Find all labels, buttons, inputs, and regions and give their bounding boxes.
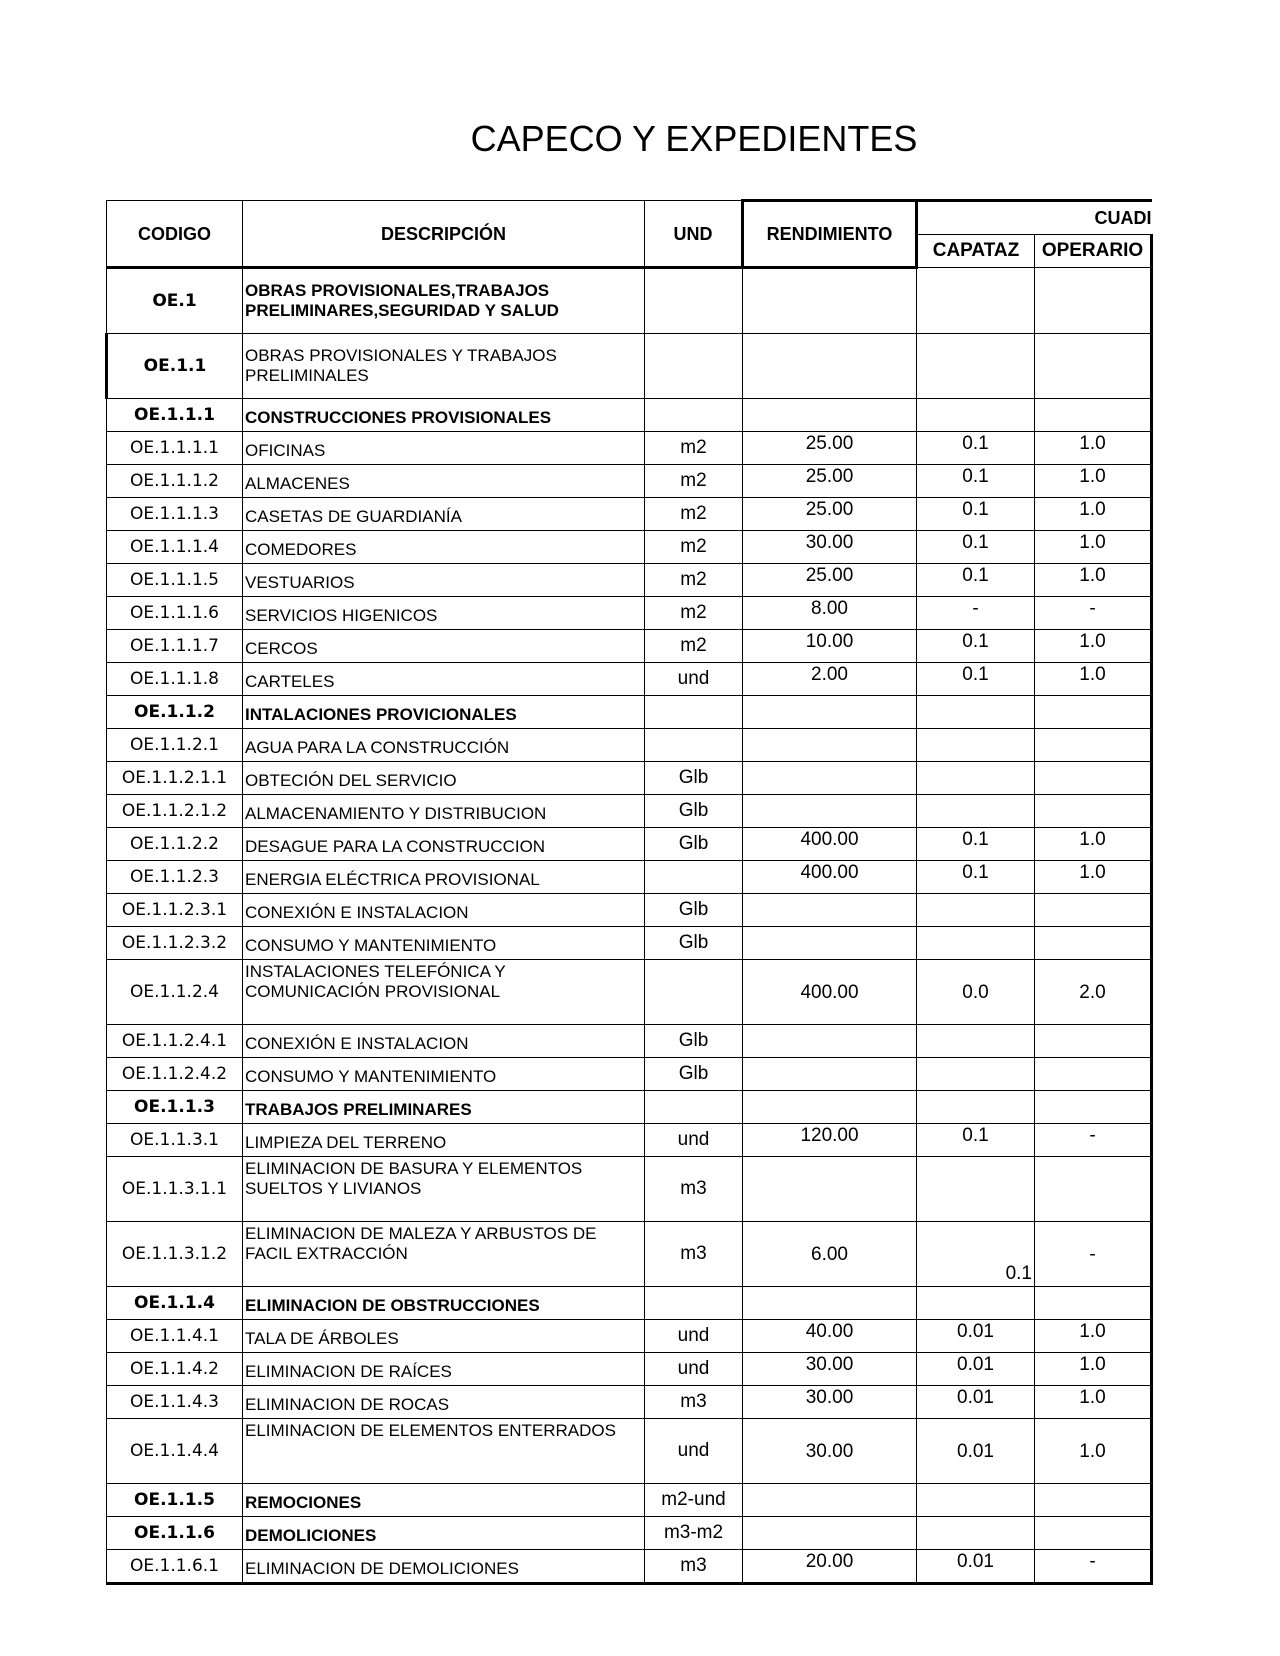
row-description: CONSTRUCCIONES PROVISIONALES (243, 399, 645, 432)
row-unit: Glb (645, 1058, 743, 1091)
row-rendimiento (743, 1058, 917, 1091)
row-unit: m2 (645, 564, 743, 597)
row-code: OE.1.1.2.4.2 (107, 1058, 243, 1091)
table-row (107, 1484, 1152, 1517)
row-capataz (917, 795, 1035, 828)
row-code: OE.1.1.1.7 (107, 630, 243, 663)
row-capataz (917, 894, 1035, 927)
row-operario (1035, 1058, 1152, 1091)
row-code: OE.1.1.6.1 (107, 1550, 243, 1584)
row-capataz-value: 0.1 (1005, 1263, 1032, 1284)
row-capataz: 0.01 (917, 1353, 1035, 1386)
row-operario (1035, 927, 1152, 960)
row-capataz (917, 1484, 1035, 1517)
row-operario (1035, 729, 1152, 762)
row-code: OE.1.1.3.1.2 (107, 1222, 243, 1287)
row-operario: 1.0 (1035, 1353, 1152, 1386)
row-rendimiento (743, 1517, 917, 1550)
row-capataz: 0.1 (917, 531, 1035, 564)
row-description: OBTECIÓN DEL SERVICIO (243, 762, 645, 795)
row-operario: 1.0 (1035, 531, 1152, 564)
row-rendimiento: 25.00 (743, 564, 917, 597)
row-rendimiento: 25.00 (743, 498, 917, 531)
row-code: OE.1.1.3.1.1 (107, 1157, 243, 1222)
row-unit (645, 268, 743, 334)
row-rendimiento: 25.00 (743, 465, 917, 498)
table-row (107, 663, 1152, 696)
row-rendimiento: 6.00 (743, 1222, 917, 1287)
header-descripcion: DESCRIPCIÓN (243, 201, 645, 268)
row-code: OE.1.1.1.3 (107, 498, 243, 531)
row-operario: 1.0 (1035, 663, 1152, 696)
row-code: OE.1.1.2.1.2 (107, 795, 243, 828)
table-row (107, 465, 1152, 498)
row-code: OE.1.1.1.2 (107, 465, 243, 498)
row-capataz: 0.0 (917, 960, 1035, 1025)
row-description: ALMACENES (243, 465, 645, 498)
row-code: OE.1.1.1.4 (107, 531, 243, 564)
row-code: OE.1.1.6 (107, 1517, 243, 1550)
row-description: CONSUMO Y MANTENIMIENTO (243, 1058, 645, 1091)
row-operario (1035, 1484, 1152, 1517)
table-row (107, 531, 1152, 564)
row-rendimiento (743, 334, 917, 399)
table-row (107, 1419, 1152, 1484)
row-capataz (917, 762, 1035, 795)
row-code: OE.1.1.2.3.2 (107, 927, 243, 960)
table-row (107, 1124, 1152, 1157)
table-row (107, 498, 1152, 531)
row-code: OE.1.1.1.5 (107, 564, 243, 597)
row-code: OE.1.1.2.2 (107, 828, 243, 861)
row-capataz (917, 1287, 1035, 1320)
row-description: ELIMINACION DE ELEMENTOS ENTERRADOS (243, 1419, 645, 1484)
row-operario: - (1035, 1550, 1152, 1584)
row-code: OE.1.1 (107, 334, 243, 399)
table-row (107, 597, 1152, 630)
row-unit: und (645, 1353, 743, 1386)
row-operario: 1.0 (1035, 1386, 1152, 1419)
row-capataz: 0.1 (917, 663, 1035, 696)
table-row (107, 334, 1152, 399)
row-operario: - (1035, 1222, 1152, 1287)
row-operario: 2.0 (1035, 960, 1152, 1025)
row-capataz (917, 399, 1035, 432)
header-codigo: CODIGO (107, 201, 243, 268)
row-description: ALMACENAMIENTO Y DISTRIBUCION (243, 795, 645, 828)
table-row (107, 927, 1152, 960)
row-rendimiento: 30.00 (743, 1353, 917, 1386)
row-rendimiento: 30.00 (743, 1386, 917, 1419)
row-operario: 1.0 (1035, 828, 1152, 861)
row-rendimiento (743, 762, 917, 795)
row-code: OE.1 (107, 268, 243, 334)
row-unit (645, 861, 743, 894)
row-rendimiento (743, 696, 917, 729)
row-rendimiento: 20.00 (743, 1550, 917, 1584)
row-capataz (917, 1025, 1035, 1058)
row-unit: m2 (645, 465, 743, 498)
row-operario (1035, 795, 1152, 828)
table-row (107, 1353, 1152, 1386)
row-operario (1035, 268, 1152, 334)
row-unit (645, 960, 743, 1025)
row-code: OE.1.1.1.6 (107, 597, 243, 630)
row-description: ELIMINACION DE RAÍCES (243, 1353, 645, 1386)
row-rendimiento (743, 1091, 917, 1124)
row-description: ELIMINACION DE ROCAS (243, 1386, 645, 1419)
row-operario (1035, 334, 1152, 399)
row-description: TRABAJOS PRELIMINARES (243, 1091, 645, 1124)
row-rendimiento: 40.00 (743, 1320, 917, 1353)
row-code: OE.1.1.2.3 (107, 861, 243, 894)
row-operario (1035, 1517, 1152, 1550)
table-row (107, 564, 1152, 597)
row-unit: Glb (645, 762, 743, 795)
row-capataz: 0.1 (917, 564, 1035, 597)
row-rendimiento: 2.00 (743, 663, 917, 696)
row-unit (645, 399, 743, 432)
table-row (107, 432, 1152, 465)
row-rendimiento (743, 1025, 917, 1058)
row-description: ELIMINACION DE OBSTRUCCIONES (243, 1287, 645, 1320)
table-row (107, 1157, 1152, 1222)
row-unit: m2 (645, 630, 743, 663)
table-row (107, 894, 1152, 927)
row-description: CERCOS (243, 630, 645, 663)
row-code: OE.1.1.1.8 (107, 663, 243, 696)
row-unit: m3-m2 (645, 1517, 743, 1550)
table-row (107, 729, 1152, 762)
row-capataz (917, 1058, 1035, 1091)
row-operario: 1.0 (1035, 432, 1152, 465)
row-capataz (917, 1517, 1035, 1550)
table-row (107, 399, 1152, 432)
row-operario: 1.0 (1035, 564, 1152, 597)
row-description: ELIMINACION DE DEMOLICIONES (243, 1550, 645, 1584)
row-capataz: 0.1 (917, 498, 1035, 531)
row-rendimiento (743, 1287, 917, 1320)
row-operario: 1.0 (1035, 630, 1152, 663)
row-code: OE.1.1.2 (107, 696, 243, 729)
row-unit: m2 (645, 597, 743, 630)
table-row (107, 795, 1152, 828)
row-rendimiento: 400.00 (743, 960, 917, 1025)
table-row (107, 861, 1152, 894)
row-description: TALA DE ÁRBOLES (243, 1320, 645, 1353)
header-operario: OPERARIO (1035, 235, 1152, 268)
row-description: AGUA PARA LA CONSTRUCCIÓN (243, 729, 645, 762)
row-description: ENERGIA ELÉCTRICA PROVISIONAL (243, 861, 645, 894)
table-row (107, 1222, 1152, 1287)
row-rendimiento: 400.00 (743, 861, 917, 894)
row-unit: m2-und (645, 1484, 743, 1517)
row-capataz: - (917, 597, 1035, 630)
row-rendimiento: 400.00 (743, 828, 917, 861)
row-operario: 1.0 (1035, 465, 1152, 498)
row-code: OE.1.1.1.1 (107, 432, 243, 465)
row-description: CASETAS DE GUARDIANÍA (243, 498, 645, 531)
row-capataz (917, 729, 1035, 762)
table-row (107, 696, 1152, 729)
table-row (107, 828, 1152, 861)
row-capataz: 0.1 (917, 630, 1035, 663)
table-row (107, 1386, 1152, 1419)
row-description: INTALACIONES PROVICIONALES (243, 696, 645, 729)
row-rendimiento: 10.00 (743, 630, 917, 663)
row-operario: - (1035, 1124, 1152, 1157)
spreadsheet-table (105, 199, 1150, 1585)
row-capataz: 0.01 (917, 1419, 1035, 1484)
row-description: ELIMINACION DE MALEZA Y ARBUSTOS DE FACIL EXTRACCIÓN (243, 1222, 645, 1287)
row-capataz: 0.01 (917, 1386, 1035, 1419)
row-code: OE.1.1.2.1 (107, 729, 243, 762)
row-operario: 1.0 (1035, 861, 1152, 894)
row-capataz (917, 1091, 1035, 1124)
row-unit (645, 729, 743, 762)
row-description: CONEXIÓN E INSTALACION (243, 1025, 645, 1058)
row-unit: m3 (645, 1157, 743, 1222)
header-rendimiento: RENDIMIENTO (743, 201, 917, 268)
row-code: OE.1.1.1 (107, 399, 243, 432)
table-row (107, 1025, 1152, 1058)
row-description: COMEDORES (243, 531, 645, 564)
table-row (107, 630, 1152, 663)
row-description: CONEXIÓN E INSTALACION (243, 894, 645, 927)
row-rendimiento (743, 729, 917, 762)
row-operario: 1.0 (1035, 498, 1152, 531)
row-unit: und (645, 1320, 743, 1353)
header-und: UND (645, 201, 743, 268)
row-rendimiento (743, 1484, 917, 1517)
row-capataz: 0.1 (917, 465, 1035, 498)
row-description: ELIMINACION DE BASURA Y ELEMENTOS SUELTOS Y LIVIANOS (243, 1157, 645, 1222)
row-description: OBRAS PROVISIONALES Y TRABAJOS PRELIMINALES (243, 334, 645, 399)
row-operario (1035, 1025, 1152, 1058)
row-code: OE.1.1.5 (107, 1484, 243, 1517)
row-description: DESAGUE PARA LA CONSTRUCCION (243, 828, 645, 861)
row-rendimiento: 25.00 (743, 432, 917, 465)
row-rendimiento: 120.00 (743, 1124, 917, 1157)
row-code: OE.1.1.2.3.1 (107, 894, 243, 927)
table-row (107, 1287, 1152, 1320)
row-operario (1035, 894, 1152, 927)
row-rendimiento (743, 795, 917, 828)
row-unit: Glb (645, 894, 743, 927)
row-description: OBRAS PROVISIONALES,TRABAJOS PRELIMINARES,SEGURIDAD Y SALUD (243, 268, 645, 334)
row-description: CONSUMO Y MANTENIMIENTO (243, 927, 645, 960)
row-code: OE.1.1.4.1 (107, 1320, 243, 1353)
row-description: INSTALACIONES TELEFÓNICA Y COMUNICACIÓN PROVISIONAL (243, 960, 645, 1025)
row-description: LIMPIEZA DEL TERRENO (243, 1124, 645, 1157)
row-description: DEMOLICIONES (243, 1517, 645, 1550)
row-description: VESTUARIOS (243, 564, 645, 597)
row-code: OE.1.1.2.4.1 (107, 1025, 243, 1058)
row-code: OE.1.1.3.1 (107, 1124, 243, 1157)
table-row (107, 1058, 1152, 1091)
row-description: CARTELES (243, 663, 645, 696)
row-capataz: 0.01 (917, 1550, 1035, 1584)
row-capataz (917, 334, 1035, 399)
table-row (107, 762, 1152, 795)
row-operario (1035, 1157, 1152, 1222)
row-operario (1035, 399, 1152, 432)
table-row (107, 960, 1152, 1025)
row-operario: 1.0 (1035, 1320, 1152, 1353)
row-rendimiento: 8.00 (743, 597, 917, 630)
row-operario (1035, 1287, 1152, 1320)
row-capataz: 0.1 (917, 432, 1035, 465)
row-unit: m2 (645, 432, 743, 465)
row-operario: - (1035, 597, 1152, 630)
row-code: OE.1.1.4.3 (107, 1386, 243, 1419)
row-unit: m3 (645, 1222, 743, 1287)
row-unit: und (645, 1124, 743, 1157)
row-rendimiento: 30.00 (743, 531, 917, 564)
row-description: OFICINAS (243, 432, 645, 465)
row-unit: m2 (645, 531, 743, 564)
row-code: OE.1.1.3 (107, 1091, 243, 1124)
table-row (107, 1517, 1152, 1550)
row-code: OE.1.1.4.4 (107, 1419, 243, 1484)
row-capataz: 0.1 (917, 1124, 1035, 1157)
row-description: REMOCIONES (243, 1484, 645, 1517)
row-unit: und (645, 1419, 743, 1484)
row-unit (645, 696, 743, 729)
row-unit: Glb (645, 795, 743, 828)
row-rendimiento (743, 268, 917, 334)
table-row (107, 1091, 1152, 1124)
header-cuadrilla: CUADI (917, 201, 1152, 235)
table-row (107, 1320, 1152, 1353)
row-capataz (917, 927, 1035, 960)
row-unit: m3 (645, 1550, 743, 1584)
row-unit: Glb (645, 927, 743, 960)
row-description: SERVICIOS HIGENICOS (243, 597, 645, 630)
row-rendimiento (743, 927, 917, 960)
row-capataz (917, 696, 1035, 729)
row-operario: 1.0 (1035, 1419, 1152, 1484)
row-code: OE.1.1.4.2 (107, 1353, 243, 1386)
row-capataz: 0.1 (917, 828, 1035, 861)
row-unit: Glb (645, 828, 743, 861)
row-unit: und (645, 663, 743, 696)
row-rendimiento (743, 399, 917, 432)
grid (105, 199, 1153, 1585)
row-unit (645, 1287, 743, 1320)
row-unit (645, 334, 743, 399)
row-capataz (917, 268, 1035, 334)
header-capataz: CAPATAZ (917, 235, 1035, 268)
row-operario (1035, 762, 1152, 795)
row-unit: m3 (645, 1386, 743, 1419)
row-operario (1035, 696, 1152, 729)
row-rendimiento: 30.00 (743, 1419, 917, 1484)
row-unit: m2 (645, 498, 743, 531)
row-unit: Glb (645, 1025, 743, 1058)
table-row (107, 1550, 1152, 1584)
page-title: CAPECO Y EXPEDIENTES (470, 118, 918, 159)
row-code: OE.1.1.2.4 (107, 960, 243, 1025)
row-capataz: 0.1 (917, 861, 1035, 894)
row-code: OE.1.1.2.1.1 (107, 762, 243, 795)
row-capataz: 0.01 (917, 1320, 1035, 1353)
row-rendimiento (743, 1157, 917, 1222)
table-row (107, 268, 1152, 334)
row-unit (645, 1091, 743, 1124)
row-code: OE.1.1.4 (107, 1287, 243, 1320)
row-rendimiento (743, 894, 917, 927)
row-capataz (917, 1157, 1035, 1222)
row-operario (1035, 1091, 1152, 1124)
row-capataz (917, 1222, 1035, 1287)
